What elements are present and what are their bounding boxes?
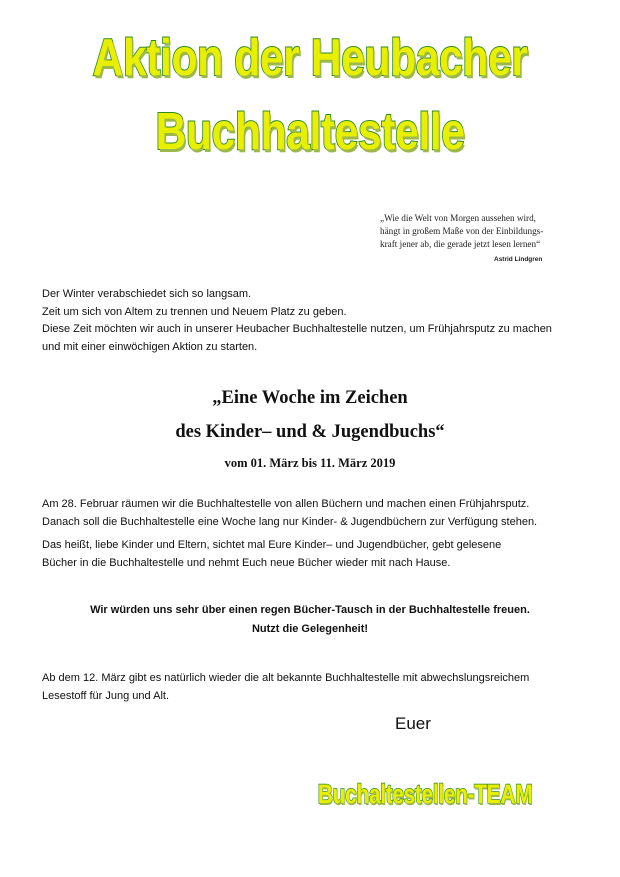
quote-line: kraft jener ab, die gerade jetzt lesen lernen“ — [380, 238, 541, 249]
body-paragraph-3 — [42, 669, 602, 705]
team-signature: Buchaltestellen-TEAM — [317, 779, 533, 809]
title-line-1: Aktion der Heubacher — [92, 29, 528, 87]
body-line: Das heißt, liebe Kinder und Eltern, sichtet mal Eure Kinder– und Jugendbücher, gebt gelesene — [42, 539, 502, 551]
body-line: Lesestoff für Jung und Alt. — [42, 690, 169, 702]
body-line: Am 28. Februar räumen wir die Buchhaltestelle von allen Büchern und machen einen Frühjahrsputz. — [42, 498, 530, 510]
intro-line: und mit einer einwöchigen Aktion zu starten. — [42, 340, 258, 353]
quote-author: Astrid Lindgren — [494, 256, 543, 263]
callout-line: Nutzt die Gelegenheit! — [251, 623, 369, 635]
intro-paragraph — [42, 286, 602, 356]
event-dates: vom 01. März bis 11. März 2019 — [224, 456, 396, 470]
callout-line: Wir würden uns sehr über einen regen Bücher-Tausch in der Buchhaltestelle freuen. — [90, 604, 530, 616]
quote-line: „Wie die Welt von Morgen aussehen wird, — [380, 213, 536, 223]
event-heading-line-1: „Eine Woche im Zeichen — [212, 388, 408, 408]
intro-line: Der Winter verabschiedet sich so langsam. — [42, 288, 252, 300]
event-heading-line-2: des Kinder– und & Jugendbuchs“ — [175, 422, 445, 442]
body-line: Ab dem 12. März gibt es natürlich wieder die alt bekannte Buchhaltestelle mit abwechslungsreichem — [42, 672, 530, 684]
body-paragraph-2 — [42, 536, 602, 572]
quote — [380, 212, 580, 250]
body-line: Bücher in die Buchhaltestelle und nehmt Euch neue Bücher wieder mit nach Hause. — [42, 557, 451, 569]
body-paragraph-1 — [42, 495, 602, 531]
callout — [0, 601, 620, 639]
title-line-2: Buchhaltestelle — [155, 103, 465, 161]
intro-line: Diese Zeit möchten wir auch in unserer Heubacher Buchhaltestelle nutzen, um Frühjahrsputz zu machen — [42, 323, 552, 335]
body-line: Danach soll die Buchhaltestelle eine Woche lang nur Kinder- & Jugendbüchern zur Verfügung stehen. — [42, 516, 538, 528]
intro-line: Zeit um sich von Altem zu trennen und Neuem Platz zu geben. — [42, 305, 347, 318]
closing-greeting: Euer — [395, 714, 431, 733]
quote-line: hängt in großem Maße von der Einbildungs- — [380, 225, 544, 236]
